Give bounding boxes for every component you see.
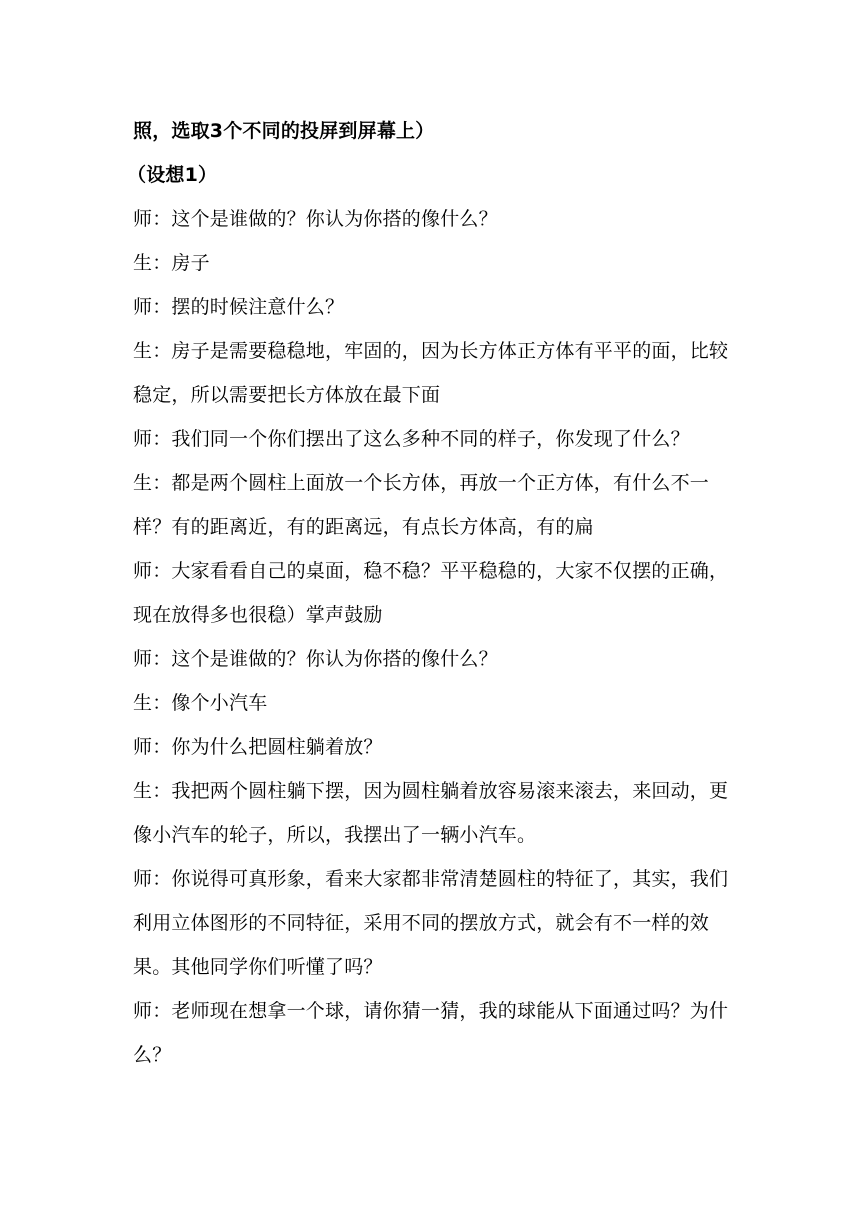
paragraph-scenario-label: （设想1） (127, 164, 218, 186)
paragraph-teacher-line: 师：大家看看自己的桌面，稳不稳？平平稳稳的，大家不仅摆的正确，现在放得多也很稳）掌声鼓励 (133, 560, 729, 626)
paragraph-heading-continuation: 照，选取3个不同的投屏到屏幕上） (133, 120, 435, 142)
paragraph-teacher-line: 师：摆的时候注意什么？ (133, 296, 345, 318)
document-body (127, 109, 733, 1077)
paragraph-teacher-line: 师：这个是谁做的？你认为你搭的像什么？ (133, 208, 498, 230)
paragraph-student-line: 生：房子 (133, 252, 210, 274)
paragraph-teacher-line: 师：这个是谁做的？你认为你搭的像什么？ (133, 648, 498, 670)
paragraph-teacher-line: 师：我们同一个你们摆出了这么多种不同的样子，你发现了什么？ (133, 428, 690, 450)
paragraph-student-line: 生：像个小汽车 (133, 692, 268, 714)
paragraph-student-line: 生：房子是需要稳稳地，牢固的，因为长方体正方体有平平的面，比较稳定，所以需要把长方体放在最下面 (133, 340, 729, 406)
paragraph-teacher-line: 师：老师现在想拿一个球，请你猜一猜，我的球能从下面通过吗？为什么？ (133, 1000, 729, 1066)
paragraph-student-line: 生：都是两个圆柱上面放一个长方体，再放一个正方体，有什么不一样？有的距离近，有的距离远，有点长方体高，有的扁 (133, 472, 710, 538)
paragraph-teacher-line: 师：你为什么把圆柱躺着放？ (133, 736, 383, 758)
paragraph-student-line: 生：我把两个圆柱躺下摆，因为圆柱躺着放容易滚来滚去，来回动，更像小汽车的轮子，所以，我摆出了一辆小汽车。 (133, 780, 729, 846)
paragraph-teacher-line: 师：你说得可真形象，看来大家都非常清楚圆柱的特征了，其实，我们利用立体图形的不同特征，采用不同的摆放方式，就会有不一样的效果。其他同学你们听懂了吗？ (133, 868, 729, 978)
